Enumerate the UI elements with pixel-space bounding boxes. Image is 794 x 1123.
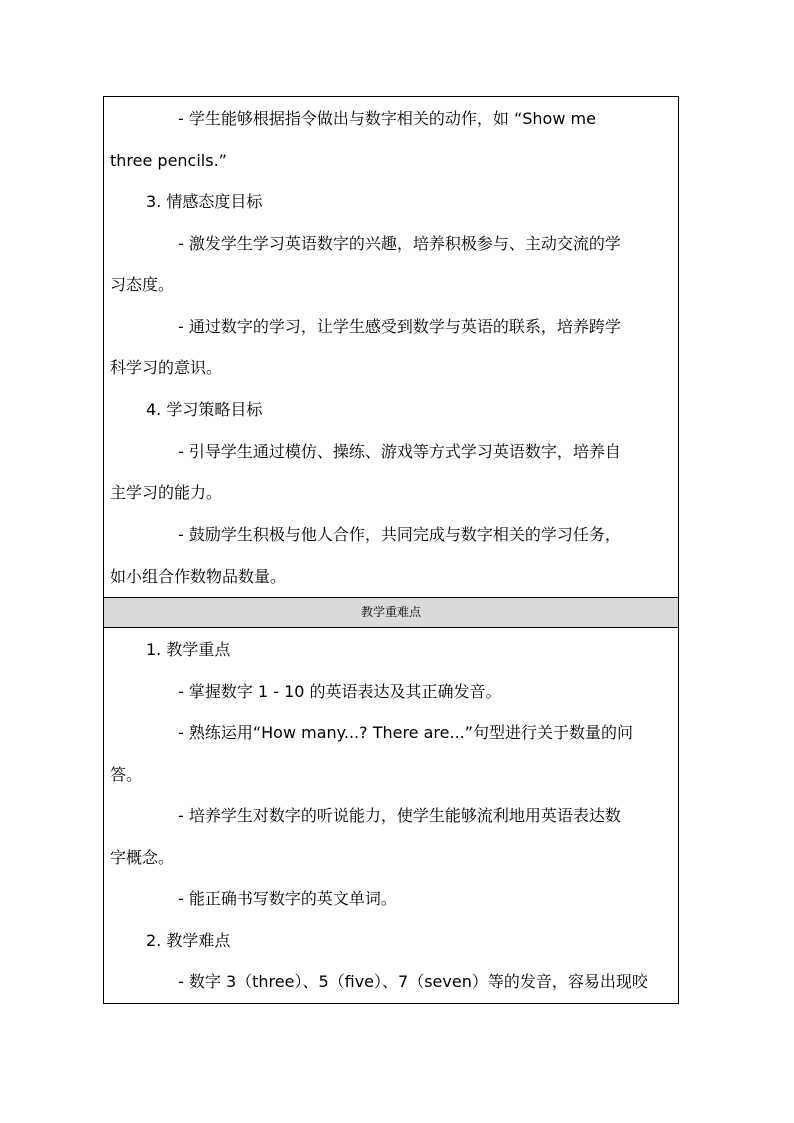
key-point-line: - 培养学生对数字的听说能力，使学生能够流利地用英语表达数 bbox=[178, 806, 621, 825]
objective-heading: 4. 学习策略目标 bbox=[146, 400, 263, 419]
key-points-cell bbox=[104, 628, 678, 1003]
key-point-line: - 数字 3（three）、5（five）、7（seven）等的发音，容易出现咬 bbox=[178, 972, 648, 991]
key-point-line: - 能正确书写数字的英文单词。 bbox=[178, 889, 397, 908]
objective-line: - 激发学生学习英语数字的兴趣，培养积极参与、主动交流的学 bbox=[178, 234, 621, 253]
section-header: 教学重难点 bbox=[104, 597, 678, 628]
objective-heading: 3. 情感态度目标 bbox=[146, 192, 263, 211]
objective-line: 习态度。 bbox=[110, 275, 175, 294]
key-point-heading: 2. 教学难点 bbox=[146, 931, 231, 950]
key-point-heading: 1. 教学重点 bbox=[146, 640, 231, 659]
document-table bbox=[103, 96, 679, 1004]
objective-line: - 通过数字的学习，让学生感受到数学与英语的联系，培养跨学 bbox=[178, 317, 621, 336]
objective-line: - 鼓励学生积极与他人合作，共同完成与数字相关的学习任务， bbox=[178, 525, 621, 544]
key-point-line: - 熟练运用“How many...? There are...”句型进行关于数量的问 bbox=[178, 723, 634, 742]
key-point-line: 字概念。 bbox=[110, 848, 175, 867]
objective-line: 科学习的意识。 bbox=[110, 358, 223, 377]
objective-line: - 引导学生通过模仿、操练、游戏等方式学习英语数字，培养自 bbox=[178, 442, 621, 461]
key-point-line: - 掌握数字 1 - 10 的英语表达及其正确发音。 bbox=[178, 682, 502, 701]
objective-line: 如小组合作数物品数量。 bbox=[110, 567, 287, 586]
key-point-line: 答。 bbox=[110, 765, 143, 784]
objective-line: three pencils.” bbox=[110, 151, 227, 170]
objectives-cell bbox=[104, 97, 678, 597]
objective-line: 主学习的能力。 bbox=[110, 483, 223, 502]
objective-line: - 学生能够根据指令做出与数字相关的动作，如 “Show me bbox=[178, 109, 596, 128]
